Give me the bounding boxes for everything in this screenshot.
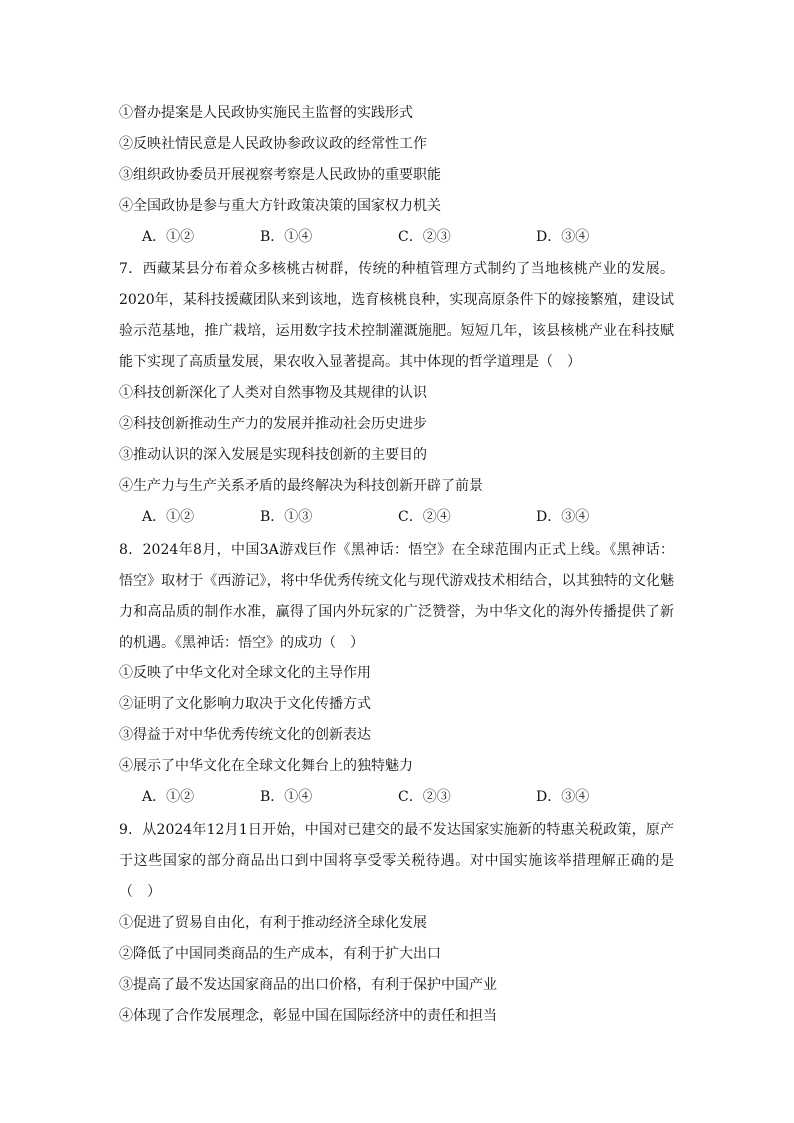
q6-option-1: ①督办提案是人民政协实施民主监督的实践形式 <box>119 105 413 121</box>
q7-option-2: ②科技创新推动生产力的发展并推动社会历史进步 <box>119 416 427 432</box>
q6-option-2: ②反映社情民意是人民政协参政议政的经常性工作 <box>119 136 427 152</box>
q6-choice-b: B．①④ <box>260 229 313 245</box>
q8-stem: 8．2024年8月，中国3A游戏巨作《黑神话：悟空》在全球范围内正式上线。《黑神话：悟空》取材于《西游记》，将中华优秀传统文化与现代游戏技术相结合，以其独特的文化魅力和高品质的制作水准，赢得了国内外玩家的广泛赞誉，为中华文化的海外传播提供了新的机遇。《黑神话：悟空》的成功（ ） <box>119 542 674 651</box>
q9-option-4: ④体现了合作发展理念，彰显中国在国际经济中的责任和担当 <box>119 1008 497 1024</box>
q7-choice-d: D．③④ <box>536 509 590 525</box>
q7-option-4: ④生产力与生产关系矛盾的最终解决为科技创新开辟了前景 <box>119 478 483 494</box>
q8-choice-a: A．①② <box>142 789 195 805</box>
q7-choice-b: B．①③ <box>260 509 313 525</box>
q9-option-3: ③提高了最不发达国家商品的出口价格，有利于保护中国产业 <box>119 977 497 993</box>
q6-choice-c: C．②③ <box>398 229 451 245</box>
q6-choice-a: A．①② <box>142 229 195 245</box>
q6-option-4: ④全国政协是参与重大方针政策决策的国家权力机关 <box>119 198 441 214</box>
q8-option-2: ②证明了文化影响力取决于文化传播方式 <box>119 696 371 712</box>
q6-option-3: ③组织政协委员开展视察考察是人民政协的重要职能 <box>119 167 441 183</box>
q8-option-3: ③得益于对中华优秀传统文化的创新表达 <box>119 727 371 743</box>
q7-stem: 7．西藏某县分布着众多核桃古树群，传统的种植管理方式制约了当地核桃产业的发展。2020年，某科技援藏团队来到该地，选育核桃良种，实现高原条件下的嫁接繁殖，建设试验示范基地，推广栽培，运用数字技术控制灌溉施肥。短短几年，该县核桃产业在科技赋能下实现了高质量发展，果农收入显著提高。其中体现的哲学道理是（ ） <box>119 261 674 370</box>
q8-choices <box>142 787 642 807</box>
q7-choices <box>142 507 642 527</box>
q9-option-1: ①促进了贸易自由化，有利于推动经济全球化发展 <box>119 915 427 931</box>
q6-choice-d: D．③④ <box>536 229 590 245</box>
q6-choices <box>142 227 642 247</box>
q9-option-2: ②降低了中国同类商品的生产成本，有利于扩大出口 <box>119 946 441 962</box>
q9-stem: 9．从2024年12月1日开始，中国对已建交的最不发达国家实施新的特惠关税政策，原产于这些国家的部分商品出口到中国将享受零关税待遇。对中国实施该举措理解正确的是（ ） <box>119 822 674 900</box>
q8-choice-b: B．①④ <box>260 789 313 805</box>
q7-choice-c: C．②④ <box>398 509 451 525</box>
q7-choice-a: A．①② <box>142 509 195 525</box>
q7-option-3: ③推动认识的深入发展是实现科技创新的主要目的 <box>119 447 427 463</box>
q7-option-1: ①科技创新深化了人类对自然事物及其规律的认识 <box>119 385 427 401</box>
q8-choice-d: D．③④ <box>536 789 590 805</box>
q8-choice-c: C．②③ <box>398 789 451 805</box>
q8-option-1: ①反映了中华文化对全球文化的主导作用 <box>119 665 371 681</box>
q8-option-4: ④展示了中华文化在全球文化舞台上的独特魅力 <box>119 758 413 774</box>
